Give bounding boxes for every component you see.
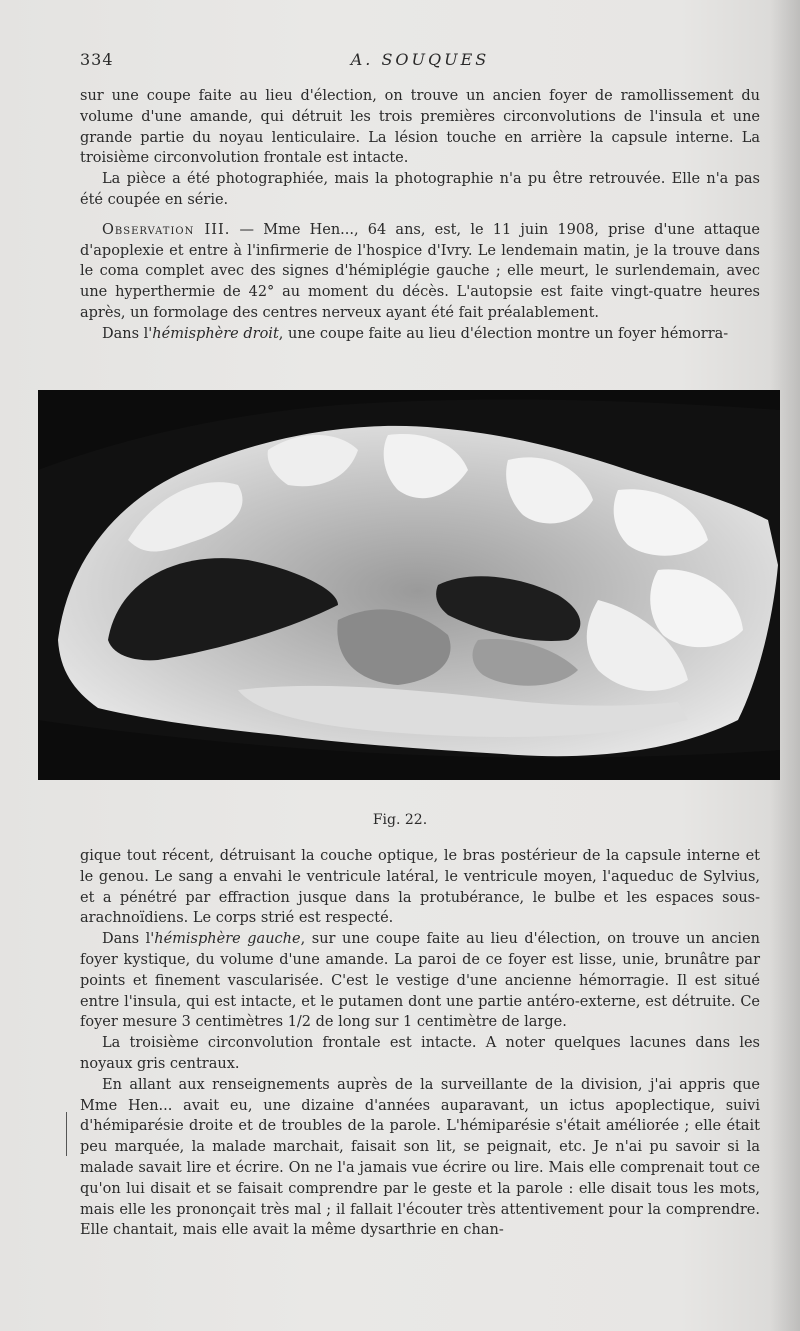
text-span: Dans l' <box>102 931 155 948</box>
text-block-top <box>80 86 760 345</box>
paragraph: La pièce a été photographiée, mais la photographie n'a pu être retrouvée. Elle n'a pas été coupée en série. <box>80 171 760 208</box>
paragraph: La troisième circonvolution frontale est intacte. A noter quelques lacunes dans les noyaux gris centraux. <box>80 1035 760 1072</box>
figure-caption: Fig. 22. <box>372 812 428 828</box>
observation-paragraph <box>80 220 760 324</box>
text-span: , sur une coupe faite au lieu d'élection, on trouve un ancien foyer kystique, du volume d'une amande. La paroi de ce foyer est lisse, unie, brunâtre par points et finement vascularisée. C'est le vestige d'une ancienne hémorragie. Il est situé entre l'insula, qui est intacte, et le putamen dont une partie antéro-externe, est détruite. Ce foyer mesure 3 centimètres 1/2 de long sur 1 centimètre de large. <box>80 931 760 1031</box>
margin-mark <box>66 1112 67 1156</box>
text-span: Dans l' <box>102 325 153 342</box>
paragraph: gique tout récent, détruisant la couche optique, le bras postérieur de la capsule interne et le genou. Le sang a envahi le ventricule latéral, le ventricule moyen, l'aqueduc de Sylvius, et a pénétré par effraction jusque dans la protubérance, le bulbe et les espaces sous-arachnoïdiens. Le corps strié est respecté. <box>80 848 760 927</box>
observation-text: — Mme Hen..., 64 ans, est, le 11 juin 1908, prise d'une attaque d'apoplexie et entre à l'infirmerie de l'hospice d'Ivry. Le lendemain matin, je la trouve dans le coma complet avec des signes d'hémiplégie gauche ; elle meurt, le surlendemain, avec une hyperthermie de 42° au moment du décès. L'autopsie est faite vingt-quatre heures après, un formolage des centres nerveux ayant été fait préalablement. <box>80 221 761 321</box>
text-block-bottom <box>80 846 760 1241</box>
observation-label: Observation III. <box>102 221 231 238</box>
italic-term: hémisphère gauche <box>154 931 301 948</box>
left-hemisphere-paragraph <box>80 929 760 1033</box>
page-number: 334 <box>80 50 114 69</box>
right-hemisphere-paragraph <box>80 324 760 345</box>
italic-term: hémisphère droit <box>152 325 279 342</box>
text-span: , une coupe faite au lieu d'élection montre un foyer hémorra- <box>278 325 729 342</box>
paragraph: En allant aux renseignements auprès de la surveillante de la division, j'ai appris que Mme Hen... avait eu, une dizaine d'années auparavant, un ictus apoplectique, suivi d'hémiparésie droite et de troubles de la parole. L'hémiparésie s'était améliorée ; elle était peu marquée, la malade marchait, faisait son lit, se peignait, etc. Je n'ai pu savoir si la malade savait lire et écrire. On ne l'a jamais vue écrire ou lire. Mais elle comprenait tout ce qu'on lui disait et se faisait comprendre par le geste et la parole : elle disait tous les mots, mais elle les prononçait très mal ; il fallait l'écouter très attentivement pour la comprendre. Elle chantait, mais elle avait la même dysarthrie en chan- <box>80 1076 760 1239</box>
paragraph: sur une coupe faite au lieu d'élection, on trouve un ancien foyer de ramollissement du volume d'une amande, qui détruit les trois premières circonvolutions de l'insula et une grande partie du noyau lenticulaire. La lésion touche en arrière la capsule interne. La troisième circonvolution frontale est intacte. <box>80 88 760 167</box>
page-header <box>80 50 760 74</box>
brain-section-photograph <box>38 390 780 780</box>
running-title: A. SOUQUES <box>350 50 490 69</box>
